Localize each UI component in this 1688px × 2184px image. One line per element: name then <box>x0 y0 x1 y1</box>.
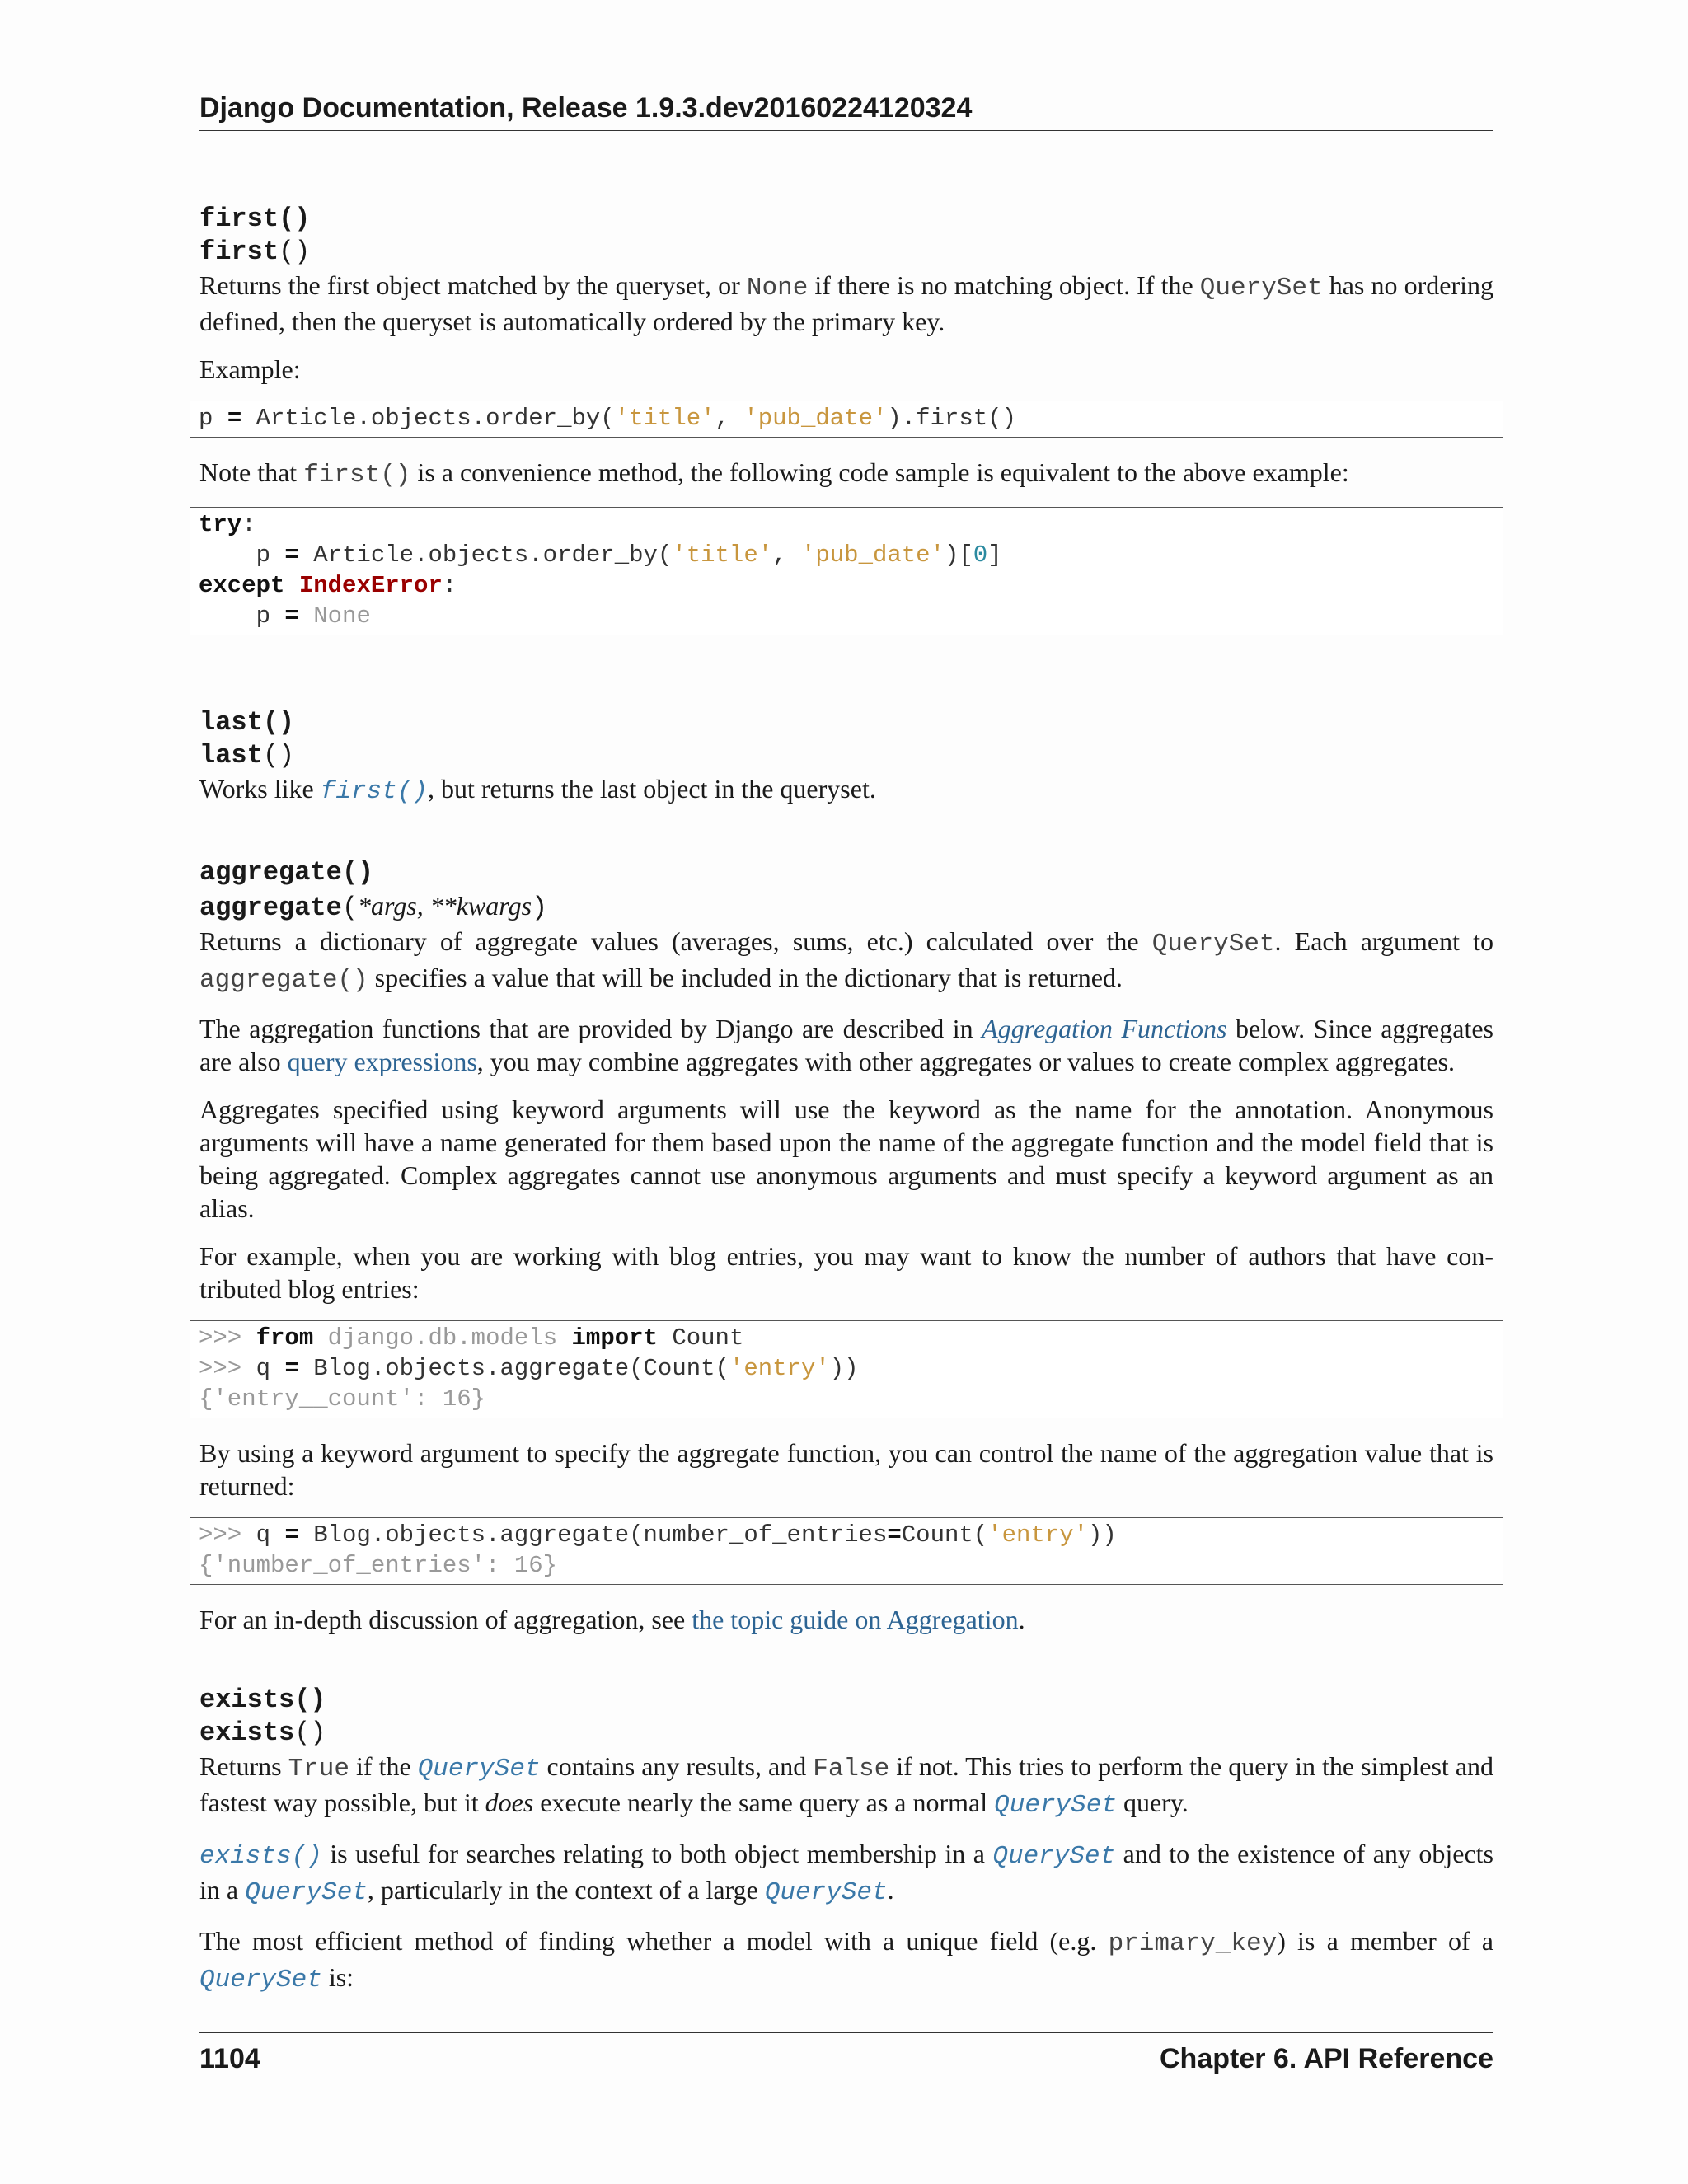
queryset-link[interactable]: QuerySet <box>199 1966 322 1994</box>
queryset-link[interactable]: QuerySet <box>764 1878 888 1907</box>
code-block: >>> q = Blog.objects.aggregate(number_of_entries=Count('entry')) {'number_of_entries': 16} <box>190 1517 1503 1585</box>
page-content <box>199 203 1493 2012</box>
method-heading: last() <box>199 707 295 738</box>
chapter-title: Chapter 6. API Reference <box>1160 2043 1493 2074</box>
method-signature: exists() <box>199 1718 326 1748</box>
paragraph: Note that first() is a convenience method, the following code sample is equivalent to the above example: <box>199 457 1349 490</box>
paragraph: Works like first(), but returns the last object in the queryset. <box>199 774 876 806</box>
exists-method-link[interactable]: exists() <box>199 1842 322 1871</box>
paragraph: By using a keyword argument to specify the aggregate function, you can control the name of the aggregation value that is returned: <box>199 1438 1493 1501</box>
paragraph: The aggregation functions that are provided by Django are described in Aggregation Functions below. Since aggregates are also query expressions, you may combine aggregates with other aggregates or values to create complex aggregates. <box>199 1014 1493 1076</box>
paragraph: For example, when you are working with blog entries, you may want to know the number of authors that have con-tributed blog entries: <box>199 1241 1493 1304</box>
page-header: Django Documentation, Release 1.9.3.dev20160224120324 <box>199 92 1493 131</box>
queryset-link[interactable]: QuerySet <box>994 1791 1117 1820</box>
method-signature: first() <box>199 237 311 267</box>
section-last <box>199 706 1493 808</box>
paragraph: The most efficient method of finding whether a model with a unique field (e.g. primary_key) is a member of a QuerySet is: <box>199 1926 1494 1994</box>
queryset-link[interactable]: QuerySet <box>417 1755 541 1783</box>
method-heading: exists() <box>199 1685 326 1715</box>
query-expressions-link[interactable]: query expressions <box>287 1047 477 1076</box>
paragraph: Returns True if the QuerySet contains any results, and False if not. This tries to perform the query in the simplest and fastest way possible, but it does execute nearly the same query as a normal QuerySet query. <box>199 1751 1494 1820</box>
queryset-link[interactable]: QuerySet <box>992 1842 1116 1871</box>
example-label: Example: <box>199 354 301 384</box>
aggregation-topic-link[interactable]: the topic guide on Aggregation <box>692 1605 1019 1634</box>
page-number: 1104 <box>199 2043 260 2074</box>
aggregation-functions-link[interactable]: Aggregation Functions <box>982 1014 1227 1043</box>
code-block: p = Article.objects.order_by('title', 'pub_date').first() <box>190 401 1503 438</box>
paragraph: Aggregates specified using keyword arguments will use the keyword as the name for the annotation. Anonymous arguments will have a name generated for them based upon the name of the aggregate function and the model field that is being aggregated. Complex aggregates cannot use anonymous arguments and must specify a keyword argument as an alias. <box>199 1094 1493 1223</box>
paragraph: For an in-depth discussion of aggregation, see the topic guide on Aggregation. <box>199 1605 1025 1634</box>
section-first <box>199 203 1493 635</box>
first-method-link[interactable]: first() <box>320 777 428 806</box>
page-footer <box>199 2032 1493 2074</box>
code-block: try: p = Article.objects.order_by('title', 'pub_date')[0] except IndexError: p = None <box>190 507 1503 635</box>
method-signature: last() <box>199 740 295 771</box>
method-signature: aggregate(*args, **kwargs) <box>199 891 548 923</box>
queryset-link[interactable]: QuerySet <box>245 1878 368 1907</box>
method-heading: aggregate() <box>199 857 374 888</box>
section-aggregate <box>199 856 1493 1636</box>
paragraph: Returns a dictionary of aggregate values (averages, sums, etc.) calculated over the QuerySet. Each argument to aggregate() specifies a value that will be included in the dictionary that is returned. <box>199 926 1494 995</box>
code-block: >>> from django.db.models import Count >>> q = Blog.objects.aggregate(Count('entry')) {'entry__count': 16} <box>190 1320 1503 1418</box>
paragraph: Returns the first object matched by the queryset, or None if there is no matching object. If the QuerySet has no ordering defined, then the queryset is automatically ordered by the primary key. <box>199 270 1494 336</box>
section-exists <box>199 1684 1493 1997</box>
method-heading: first() <box>199 204 311 234</box>
paragraph: exists() is useful for searches relating to both object membership in a QuerySet and to the existence of any objects in a QuerySet, particularly in the context of a large QuerySet. <box>199 1839 1494 1907</box>
